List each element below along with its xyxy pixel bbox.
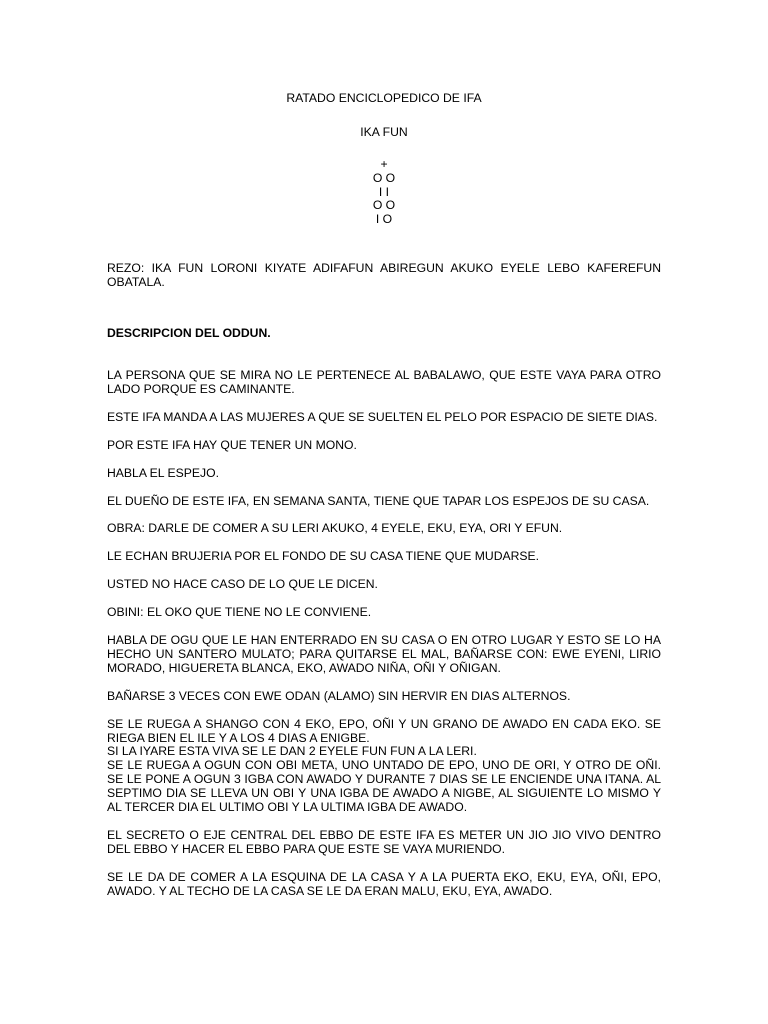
rezo-paragraph: REZO: IKA FUN LORONI KIYATE ADIFAFUN ABIREGUN AKUKO EYELE LEBO KAFEREFUN OBATALA. (107, 261, 661, 290)
oddun-figure-line: O O (372, 170, 396, 185)
paragraph: OBINI: EL OKO QUE TIENE NO LE CONVIENE. (107, 605, 372, 620)
paragraph: EL DUEÑO DE ESTE IFA, EN SEMANA SANTA, TIENE QUE TAPAR LOS ESPEJOS DE SU CASA. (107, 493, 650, 508)
oddun-figure-line: O O (372, 198, 396, 213)
paragraph: HABLA EL ESPEJO. (107, 465, 219, 480)
paragraph: POR ESTE IFA HAY QUE TENER UN MONO. (107, 437, 357, 452)
oddun-figure-line: I O (375, 212, 393, 227)
section-heading: DESCRIPCION DEL ODDUN. (107, 326, 271, 341)
paragraph: USTED NO HACE CASO DE LO QUE LE DICEN. (107, 577, 378, 592)
oddun-figure (107, 158, 661, 227)
paragraph-line: SE LE RUEGA A SHANGO CON 4 EKO, EPO, OÑI Y UN GRANO DE AWADO EN CADA EKO. SE RIEGA BIEN EL ILE Y A LOS 4 DIAS A ENIGBE. (107, 716, 661, 745)
document-page (107, 92, 661, 899)
document-subtitle: IKA FUN (360, 124, 408, 139)
document-title: RATADO ENCICLOPEDICO DE IFA (286, 91, 482, 105)
multi-line-paragraph (107, 718, 661, 815)
paragraph: LA PERSONA QUE SE MIRA NO LE PERTENECE AL BABALAWO, QUE ESTE VAYA PARA OTRO LADO PORQUE ES CAMINANTE. (107, 367, 661, 396)
paragraph: BAÑARSE 3 VECES CON EWE ODAN (ALAMO) SIN HERVIR EN DIAS ALTERNOS. (107, 688, 571, 703)
paragraph: OBRA: DARLE DE COMER A SU LERI AKUKO, 4 EYELE, EKU, EYA, ORI Y EFUN. (107, 521, 563, 536)
paragraph: LE ECHAN BRUJERIA POR EL FONDO DE SU CASA TIENE QUE MUDARSE. (107, 549, 540, 564)
paragraph: EL SECRETO O EJE CENTRAL DEL EBBO DE ESTE IFA ES METER UN JIO JIO VIVO DENTRO DEL EBBO Y HACER EL EBBO PARA QUE ESTE SE VAYA MURIENDO. (107, 828, 661, 856)
paragraph: HABLA DE OGU QUE LE HAN ENTERRADO EN SU CASA O EN OTRO LUGAR Y ESTO SE LO HA HECHO UN SANTERO MULATO; PARA QUITARSE EL MAL, BAÑARSE CON: EWE EYENI, LIRIO MORADO, HIGUERETA BLANCA, EKO, AWADO NIÑA, OÑI Y OÑIGAN. (107, 633, 661, 675)
oddun-figure-line: I I (378, 184, 390, 199)
oddun-figure-line: + (380, 156, 388, 171)
paragraph-line: SI LA IYARE ESTA VIVA SE LE DAN 2 EYELE FUN FUN A LA LERI. (107, 744, 477, 759)
paragraph: ESTE IFA MANDA A LAS MUJERES A QUE SE SUELTEN EL PELO POR ESPACIO DE SIETE DIAS. (107, 409, 658, 424)
paragraph-line: SE LE RUEGA A OGUN CON OBI META, UNO UNTADO DE EPO, UNO DE ORI, Y OTRO DE OÑI. SE LE PONE A OGUN 3 IGBA CON AWADO Y DURANTE 7 DIAS SE LE ENCIENDE UNA ITANA. AL SEPTIMO DIA SE LLEVA UN OBI Y UNA IGBA DE AWADO A NIGBE, AL SIGUIENTE LO MISMO Y AL TERCER DIA EL ULTIMO OBI Y LA ULTIMA IGBA DE AWADO. (107, 758, 661, 815)
paragraph: SE LE DA DE COMER A LA ESQUINA DE LA CASA Y A LA PUERTA EKO, EKU, EYA, OÑI, EPO, AWADO. Y AL TECHO DE LA CASA SE LE DA ERAN MALU, EKU, EYA, AWADO. (107, 869, 661, 898)
